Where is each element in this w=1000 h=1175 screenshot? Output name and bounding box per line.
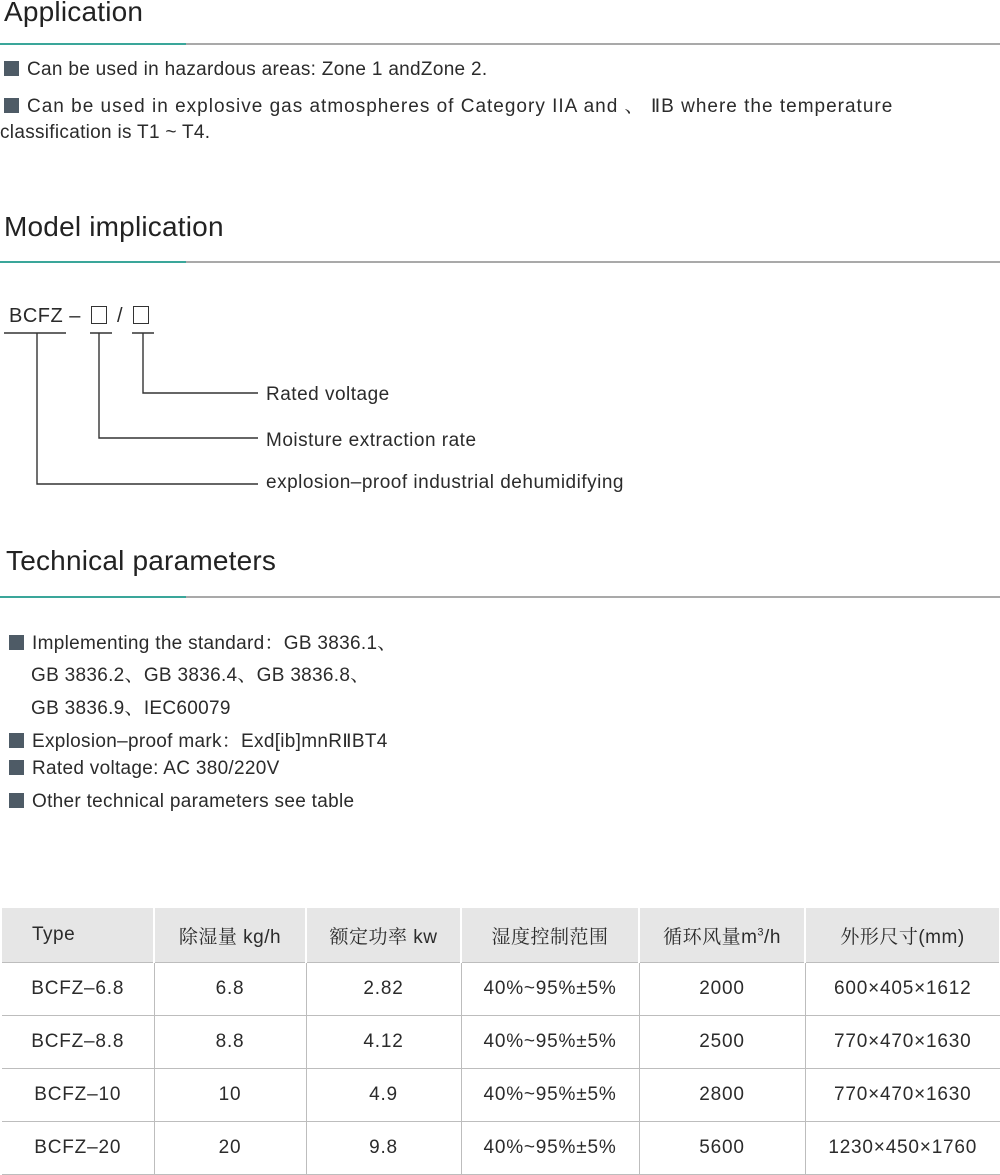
label-moisture-rate: Moisture extraction rate [266, 430, 477, 451]
cell-humidity: 40%~95%±5% [461, 1016, 639, 1069]
bullet-text: Implementing the standard：GB 3836.1、 [32, 633, 397, 654]
tech-standard-line-3: GB 3836.9、IEC60079 [31, 698, 231, 719]
header-power: 额定功率 kw [306, 908, 461, 963]
cell-type: BCFZ–10 [2, 1069, 154, 1122]
leader-type [37, 333, 258, 484]
header-moisture: 除湿量 kg/h [154, 908, 306, 963]
bullet-text: Can be used in explosive gas atmospheres of Category IIA and 、 ⅡB where the temperature [27, 96, 894, 117]
leader-voltage [143, 333, 258, 393]
label-rated-voltage: Rated voltage [266, 384, 390, 405]
technical-rule [0, 596, 1000, 598]
cell-airflow: 5600 [639, 1122, 805, 1175]
header-size: 外形尺寸(mm) [805, 908, 1000, 963]
table-header-row [2, 908, 1000, 963]
tech-bullet-other [9, 791, 354, 813]
spec-table [2, 908, 1000, 1175]
cell-moisture: 8.8 [154, 1016, 306, 1069]
leader-moisture [99, 333, 258, 438]
tech-standard-line-2: GB 3836.2、GB 3836.4、GB 3836.8、 [31, 665, 370, 686]
cell-size: 770×470×1630 [805, 1069, 1000, 1122]
cell-type: BCFZ–6.8 [2, 963, 154, 1016]
cell-moisture: 6.8 [154, 963, 306, 1016]
square-bullet-icon [9, 793, 24, 808]
bullet-text: Other technical parameters see table [32, 791, 355, 812]
tech-bullet-standard [9, 628, 397, 655]
cell-power: 2.82 [306, 963, 461, 1016]
square-bullet-icon [9, 733, 24, 748]
table-row [2, 1016, 1000, 1069]
model-heading: Model implication [4, 211, 224, 242]
cell-size: 600×405×1612 [805, 963, 1000, 1016]
cell-airflow: 2800 [639, 1069, 805, 1122]
accent-bar [0, 596, 186, 598]
header-airflow [639, 908, 805, 963]
model-code-slash: / [117, 305, 124, 327]
header-type: Type [2, 908, 154, 963]
cell-airflow: 2000 [639, 963, 805, 1016]
cell-moisture: 20 [154, 1122, 306, 1175]
cell-size: 1230×450×1760 [805, 1122, 1000, 1175]
cell-airflow: 2500 [639, 1016, 805, 1069]
header-airflow-text: 循环风量m [663, 926, 758, 948]
tech-bullet-mark [9, 726, 388, 753]
bullet-text: Explosion–proof mark：Exd[ib]mnRⅡBT4 [32, 731, 388, 752]
cell-humidity: 40%~95%±5% [461, 1069, 639, 1122]
tech-bullet-voltage [9, 758, 280, 780]
header-humidity: 湿度控制范围 [461, 908, 639, 963]
model-code-dash: – [69, 305, 81, 327]
application-bullet-2-cont: classification is T1 ~ T4. [0, 122, 211, 143]
square-bullet-icon [9, 760, 24, 775]
cell-size: 770×470×1630 [805, 1016, 1000, 1069]
cell-power: 9.8 [306, 1122, 461, 1175]
technical-heading: Technical parameters [6, 545, 277, 576]
table-row [2, 1122, 1000, 1175]
label-type: explosion–proof industrial dehumidifying [266, 472, 624, 493]
header-airflow-unit: /h [764, 926, 781, 948]
application-heading: Application [4, 0, 144, 27]
header-airflow-sup: 3 [757, 926, 765, 939]
cell-type: BCFZ–20 [2, 1122, 154, 1175]
cell-power: 4.9 [306, 1069, 461, 1122]
cell-power: 4.12 [306, 1016, 461, 1069]
square-bullet-icon [9, 635, 24, 650]
table-row [2, 1069, 1000, 1122]
model-code-prefix: BCFZ [9, 305, 64, 327]
cell-humidity: 40%~95%±5% [461, 1122, 639, 1175]
bullet-text: Rated voltage: AC 380/220V [32, 758, 280, 779]
cell-humidity: 40%~95%±5% [461, 963, 639, 1016]
cell-type: BCFZ–8.8 [2, 1016, 154, 1069]
cell-moisture: 10 [154, 1069, 306, 1122]
table-row [2, 963, 1000, 1016]
bullet-text: Can be used in hazardous areas: Zone 1 andZone 2. [27, 59, 488, 80]
